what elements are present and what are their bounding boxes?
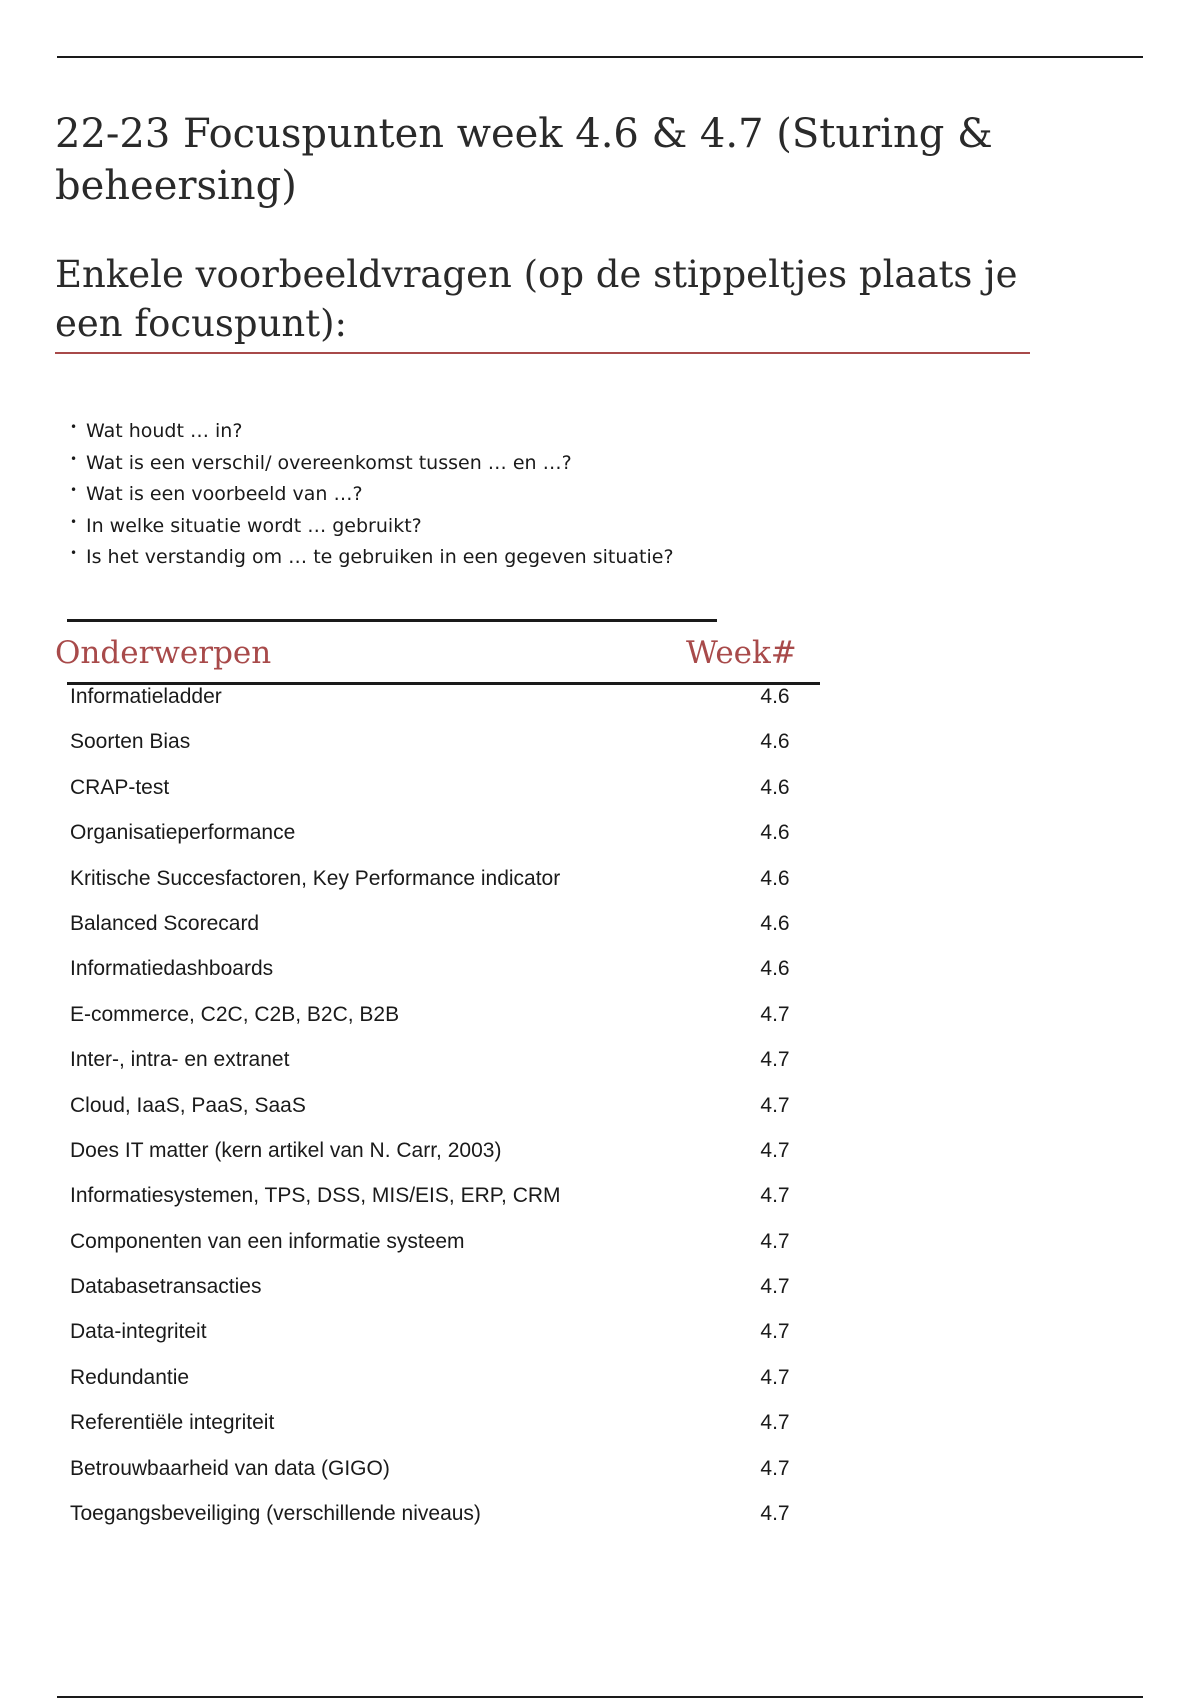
table-row [70,1365,830,1410]
topic-name: Informatiesystemen, TPS, DSS, MIS/EIS, ERP, CRM [70,1184,561,1208]
table-row [70,1274,830,1319]
topic-name: Soorten Bias [70,730,191,754]
table-top-rule [67,619,717,622]
table-row [70,1047,830,1092]
table-row [70,1410,830,1455]
topic-week: 4.7 [760,1184,790,1208]
question-item [70,416,674,448]
question-text: Wat is een verschil/ overeenkomst tussen … en …? [86,451,572,474]
topic-name: Toegangsbeveiliging (verschillende niveaus) [70,1502,481,1526]
bullet-icon: • [70,514,78,529]
topic-week: 4.6 [760,730,790,754]
topic-week: 4.7 [760,1411,790,1435]
table-row [70,1456,830,1501]
question-text: In welke situatie wordt … gebruikt? [86,514,422,537]
table-row [70,866,830,911]
table-row [70,820,830,865]
week-column-header: Week# [686,635,797,671]
topic-week: 4.7 [760,1048,790,1072]
topic-week: 4.6 [760,775,790,799]
table-row [70,1183,830,1228]
topic-name: Informatieladder [70,685,222,708]
bullet-icon: • [70,546,78,560]
table-row [70,956,830,1001]
topic-name: Inter-, intra- en extranet [70,1048,290,1072]
topic-name: Componenten van een informatie systeem [70,1229,465,1253]
topic-week: 4.7 [760,1093,790,1117]
topic-week: 4.6 [760,911,790,935]
question-text: Wat houdt … in? [86,420,243,442]
topic-week: 4.7 [760,1275,790,1299]
topic-name: Kritische Succesfactoren, Key Performance indicator [70,866,561,890]
topic-week: 4.7 [760,1502,790,1526]
topic-week: 4.6 [760,821,790,845]
topic-week: 4.6 [760,957,790,981]
table-row [70,1501,830,1546]
topic-week: 4.7 [760,1138,790,1162]
table-row [70,1229,830,1274]
bullet-icon: • [70,451,78,466]
topic-name: Data-integriteit [70,1320,207,1344]
topic-name: Betrouwbaarheid van data (GIGO) [70,1456,390,1480]
table-row [70,911,830,956]
document-subtitle: Enkele voorbeeldvragen (op de stippeltjes plaats je een focuspunt): [55,250,1030,354]
topic-name: CRAP-test [70,775,170,799]
topic-week: 4.7 [760,1002,790,1026]
topic-week: 4.7 [760,1456,790,1480]
topic-week: 4.6 [760,866,790,890]
table-row [70,775,830,820]
topic-week: 4.7 [760,1365,790,1389]
topics-column-header: Onderwerpen [55,635,272,671]
table-row [70,1093,830,1138]
bullet-icon: • [70,420,78,434]
topic-name: Informatiedashboards [70,957,274,981]
table-row [70,729,830,774]
topic-week: 4.7 [760,1229,790,1253]
table-row [70,1319,830,1364]
question-item [70,479,674,511]
question-item [70,542,674,574]
topic-name: Organisatieperformance [70,821,296,845]
topic-name: Redundantie [70,1365,190,1389]
topic-name: E-commerce, C2C, C2B, B2C, B2B [70,1002,400,1026]
question-text: Is het verstandig om … te gebruiken in een gegeven situatie? [86,546,674,568]
example-questions-list [70,416,674,574]
topic-name: Databasetransacties [70,1275,262,1299]
question-item [70,511,674,543]
bottom-rule [57,1696,1143,1698]
topic-name: Cloud, IaaS, PaaS, SaaS [70,1093,306,1117]
bullet-icon: • [70,483,78,497]
table-row [70,1002,830,1047]
topic-week: 4.6 [760,685,790,708]
topic-name: Referentiële integriteit [70,1411,275,1435]
question-text: Wat is een voorbeeld van …? [86,483,363,505]
topics-table [70,684,830,1546]
topic-name: Does IT matter (kern artikel van N. Carr, 2003) [70,1138,502,1162]
table-row [70,684,830,729]
topic-week: 4.7 [760,1320,790,1344]
table-row [70,1138,830,1183]
document-title: 22-23 Focuspunten week 4.6 & 4.7 (Sturing & beheersing) [55,111,993,209]
question-item [70,448,674,480]
topic-name: Balanced Scorecard [70,911,260,935]
top-rule [57,56,1143,58]
